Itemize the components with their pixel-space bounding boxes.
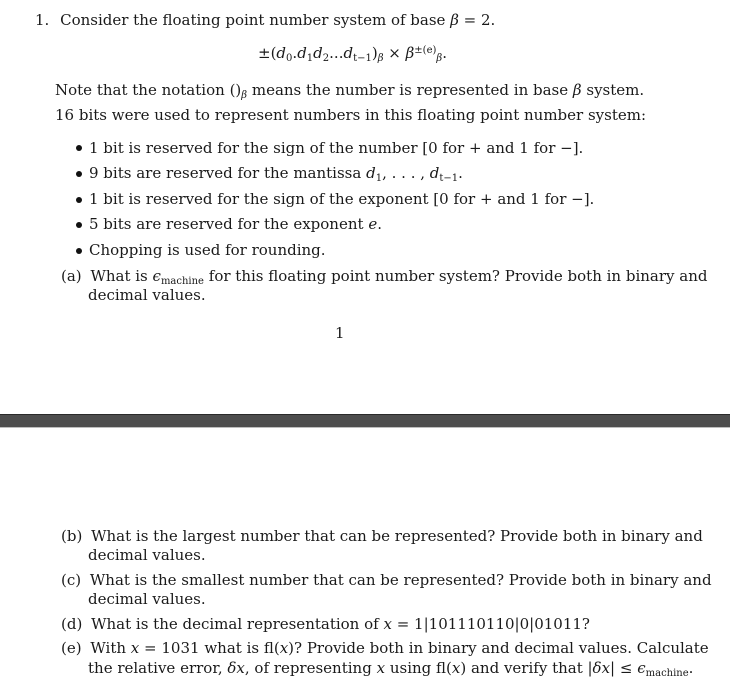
question-e-text-4: , of representing bbox=[244, 659, 372, 677]
question-d-label: (d) bbox=[61, 615, 83, 633]
exponent-e: e bbox=[368, 215, 378, 233]
bullet-exponent-sign: 1 bit is reserved for the sign of the exponent [0 for + and 1 for −]. bbox=[89, 190, 595, 208]
note-suffix: means the number is represented in base bbox=[251, 81, 569, 99]
document-page-2 bbox=[0, 428, 730, 683]
question-e-epsilon-sub: machine bbox=[645, 668, 689, 679]
mantissa-d1-sub: 1 bbox=[375, 173, 383, 184]
question-b-text: What is the largest number that can be represented? Provide both in binary and bbox=[91, 527, 703, 545]
bullet-exponent-text: 5 bits are reserved for the exponent bbox=[89, 215, 364, 233]
formula-d2: d bbox=[313, 44, 323, 62]
question-e-x4: x bbox=[451, 659, 461, 677]
formula-beta: β bbox=[405, 44, 415, 62]
bullet-marker bbox=[76, 222, 82, 228]
question-e-x: x bbox=[130, 639, 140, 657]
epsilon-sub: machine bbox=[160, 276, 204, 287]
epsilon-symbol: ϵ bbox=[152, 267, 161, 285]
question-e-text: With bbox=[90, 639, 127, 657]
note-beta: β bbox=[572, 81, 582, 99]
question-a-text: What is bbox=[90, 267, 148, 285]
question-a-line2: decimal values. bbox=[88, 286, 206, 304]
question-d-value: = 1|101110110|0|01011? bbox=[396, 615, 590, 633]
question-c-label: (c) bbox=[61, 571, 82, 589]
question-e-text-6: ) and verify that | bbox=[460, 659, 593, 677]
page-number: 1 bbox=[335, 324, 345, 342]
problem-number: 1. bbox=[35, 11, 50, 29]
note-end: system. bbox=[586, 81, 645, 99]
formula-d1-sub: 1 bbox=[306, 53, 314, 64]
bullet-marker bbox=[76, 248, 82, 254]
bullet-marker bbox=[76, 197, 82, 203]
formula-times: × bbox=[388, 44, 401, 62]
bullet-sign-bit: 1 bit is reserved for the sign of the number [0 for + and 1 for −]. bbox=[89, 139, 584, 157]
number-format-formula bbox=[258, 42, 447, 68]
mantissa-dt-sub: t−1 bbox=[439, 173, 459, 184]
formula-close-sub: β bbox=[377, 53, 384, 64]
formula-end: . bbox=[442, 44, 447, 62]
formula-d2-sub: 2 bbox=[322, 53, 330, 64]
question-a-label: (a) bbox=[61, 267, 82, 285]
formula-pm: ±( bbox=[258, 44, 277, 62]
note-prefix: Note that the notation bbox=[55, 81, 225, 99]
formula-ellipsis: ... bbox=[329, 44, 344, 62]
notation-note bbox=[55, 81, 644, 105]
question-a-text-cont: for this floating point number system? Provide both in binary and bbox=[208, 267, 708, 285]
question-b-line2: decimal values. bbox=[88, 546, 206, 564]
question-e-end: . bbox=[688, 659, 694, 677]
formula-exponent-sub: β bbox=[436, 53, 443, 64]
bullet-chopping: Chopping is used for rounding. bbox=[89, 241, 326, 259]
bits-description: 16 bits were used to represent numbers in this floating point number system: bbox=[55, 106, 647, 124]
question-e-relerr-text: the relative error, bbox=[88, 659, 223, 677]
question-b bbox=[61, 527, 703, 545]
mantissa-d1: d bbox=[366, 164, 376, 182]
problem-intro-line bbox=[35, 11, 495, 29]
question-e bbox=[61, 639, 709, 657]
formula-d1: d bbox=[297, 44, 307, 62]
intro-text: Consider the floating point number system of base bbox=[60, 11, 446, 29]
formula-dot: . bbox=[292, 44, 298, 62]
note-paren: () bbox=[229, 81, 242, 99]
bullet-marker bbox=[76, 171, 82, 177]
bullet-mantissa bbox=[89, 164, 463, 188]
formula-exponent: ±(e) bbox=[414, 45, 437, 56]
question-e-text-7: | ≤ bbox=[610, 659, 633, 677]
page-separator bbox=[0, 414, 730, 428]
question-e-x3: x bbox=[376, 659, 386, 677]
formula-close: ) bbox=[371, 44, 378, 62]
question-e-dx: δx bbox=[227, 659, 245, 677]
question-e-text-cont: )? Provide both in binary and decimal values. Calculate bbox=[288, 639, 709, 657]
question-b-label: (b) bbox=[61, 527, 83, 545]
bullet-mantissa-text: 9 bits are reserved for the mantissa bbox=[89, 164, 362, 182]
question-d-x: x bbox=[383, 615, 392, 633]
question-d-text: What is the decimal representation of bbox=[91, 615, 379, 633]
bullet-exponent bbox=[89, 215, 382, 233]
beta-symbol: β bbox=[450, 11, 459, 29]
beta-value: = 2. bbox=[463, 11, 496, 29]
note-paren-sub: β bbox=[241, 90, 248, 101]
mantissa-dt: d bbox=[429, 164, 440, 182]
mantissa-ellipsis: , . . . , bbox=[382, 164, 430, 182]
question-c-line2: decimal values. bbox=[88, 590, 206, 608]
formula-d0: d bbox=[276, 44, 287, 62]
mantissa-end: . bbox=[458, 164, 463, 182]
question-d bbox=[61, 615, 590, 633]
question-c-text: What is the smallest number that can be represented? Provide both in binary and bbox=[89, 571, 712, 589]
question-e-line2 bbox=[88, 659, 693, 683]
question-e-dx2: δx bbox=[592, 659, 611, 677]
question-c bbox=[61, 571, 712, 589]
formula-d0-sub: 0 bbox=[286, 53, 293, 64]
bullet-marker bbox=[76, 145, 82, 151]
question-e-label: (e) bbox=[61, 639, 82, 657]
question-e-value: = 1031 what is fl( bbox=[144, 639, 280, 657]
formula-dt-sub: t−1 bbox=[353, 53, 372, 64]
formula-dt: d bbox=[343, 44, 354, 62]
exponent-end: . bbox=[377, 215, 382, 233]
question-e-epsilon: ϵ bbox=[637, 659, 646, 677]
question-e-x2: x bbox=[279, 639, 289, 657]
question-e-text-5: using fl( bbox=[389, 659, 452, 677]
